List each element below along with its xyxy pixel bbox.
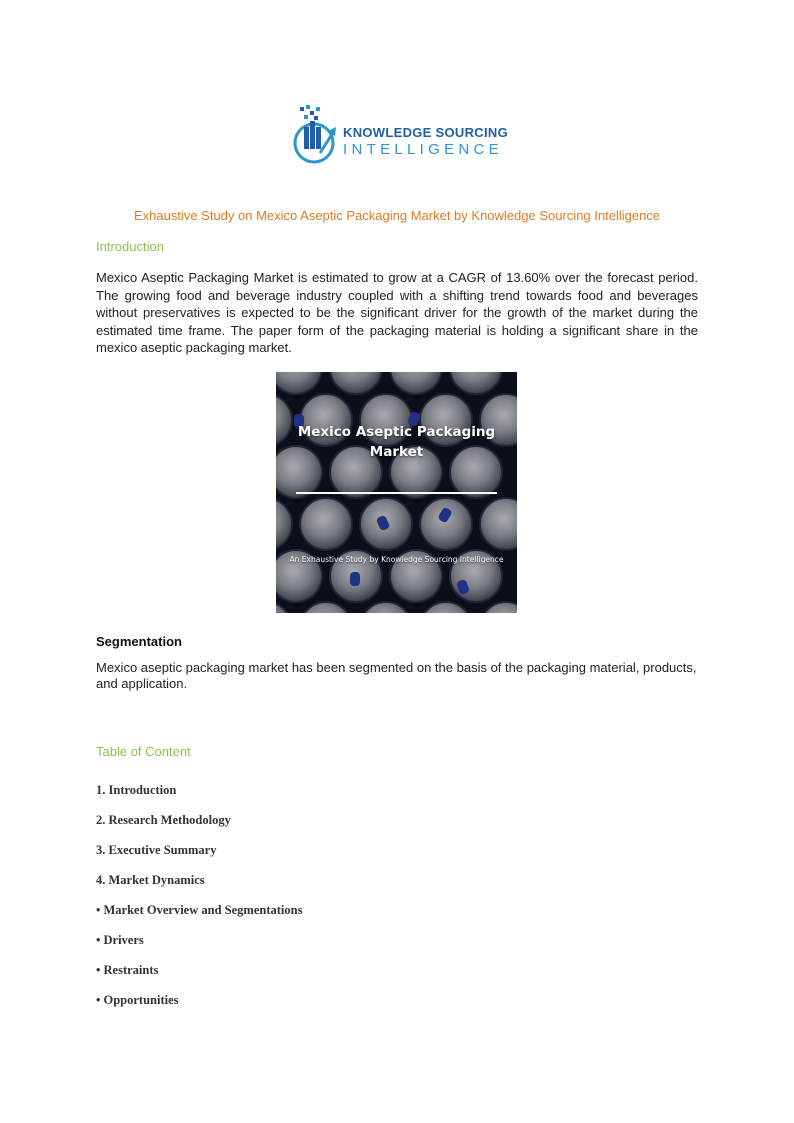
toc-item: • Opportunities — [96, 993, 179, 1007]
toc-heading: Table of Content — [96, 744, 191, 759]
table-of-contents — [96, 782, 302, 1022]
toc-item: • Market Overview and Segmentations — [96, 903, 303, 917]
segmentation-paragraph: Mexico aseptic packaging market has been segmented on the basis of the packaging material, products, and application. — [96, 660, 697, 691]
toc-item: 3. Executive Summary — [96, 843, 217, 857]
toc-item: • Restraints — [96, 963, 159, 977]
toc-item: 4. Market Dynamics — [96, 873, 205, 887]
knowledge-sourcing-logo-icon — [290, 103, 342, 165]
logo-text-line1: KNOWLEDGE SOURCING — [343, 125, 509, 140]
hero-title: Mexico Aseptic Packaging Market — [297, 424, 496, 460]
logo — [290, 103, 510, 165]
introduction-paragraph: Mexico Aseptic Packaging Market is estimated to grow at a CAGR of 13.60% over the forecast period. The growing food and beverage industry coupled with a shifting trend towards food and beverages without preservatives is expected to be the significant driver for the growth of the market during the estimated time frame. The paper form of the packaging material is holding a significant share in the mexico aseptic packaging market. — [96, 270, 698, 356]
toc-item: • Drivers — [96, 933, 144, 947]
document-title: Exhaustive Study on Mexico Aseptic Packaging Market by Knowledge Sourcing Intelligence — [133, 208, 661, 223]
logo-text-line2: INTELLIGENCE — [343, 141, 503, 158]
segmentation-heading: Segmentation — [96, 634, 182, 649]
toc-item: 1. Introduction — [96, 783, 177, 797]
hero-divider — [296, 492, 497, 494]
hero-image — [276, 372, 517, 613]
hero-subtitle: An Exhaustive Study by Knowledge Sourcing Intelligence — [289, 555, 504, 564]
introduction-heading: Introduction — [96, 239, 164, 254]
toc-item: 2. Research Methodology — [96, 813, 231, 827]
